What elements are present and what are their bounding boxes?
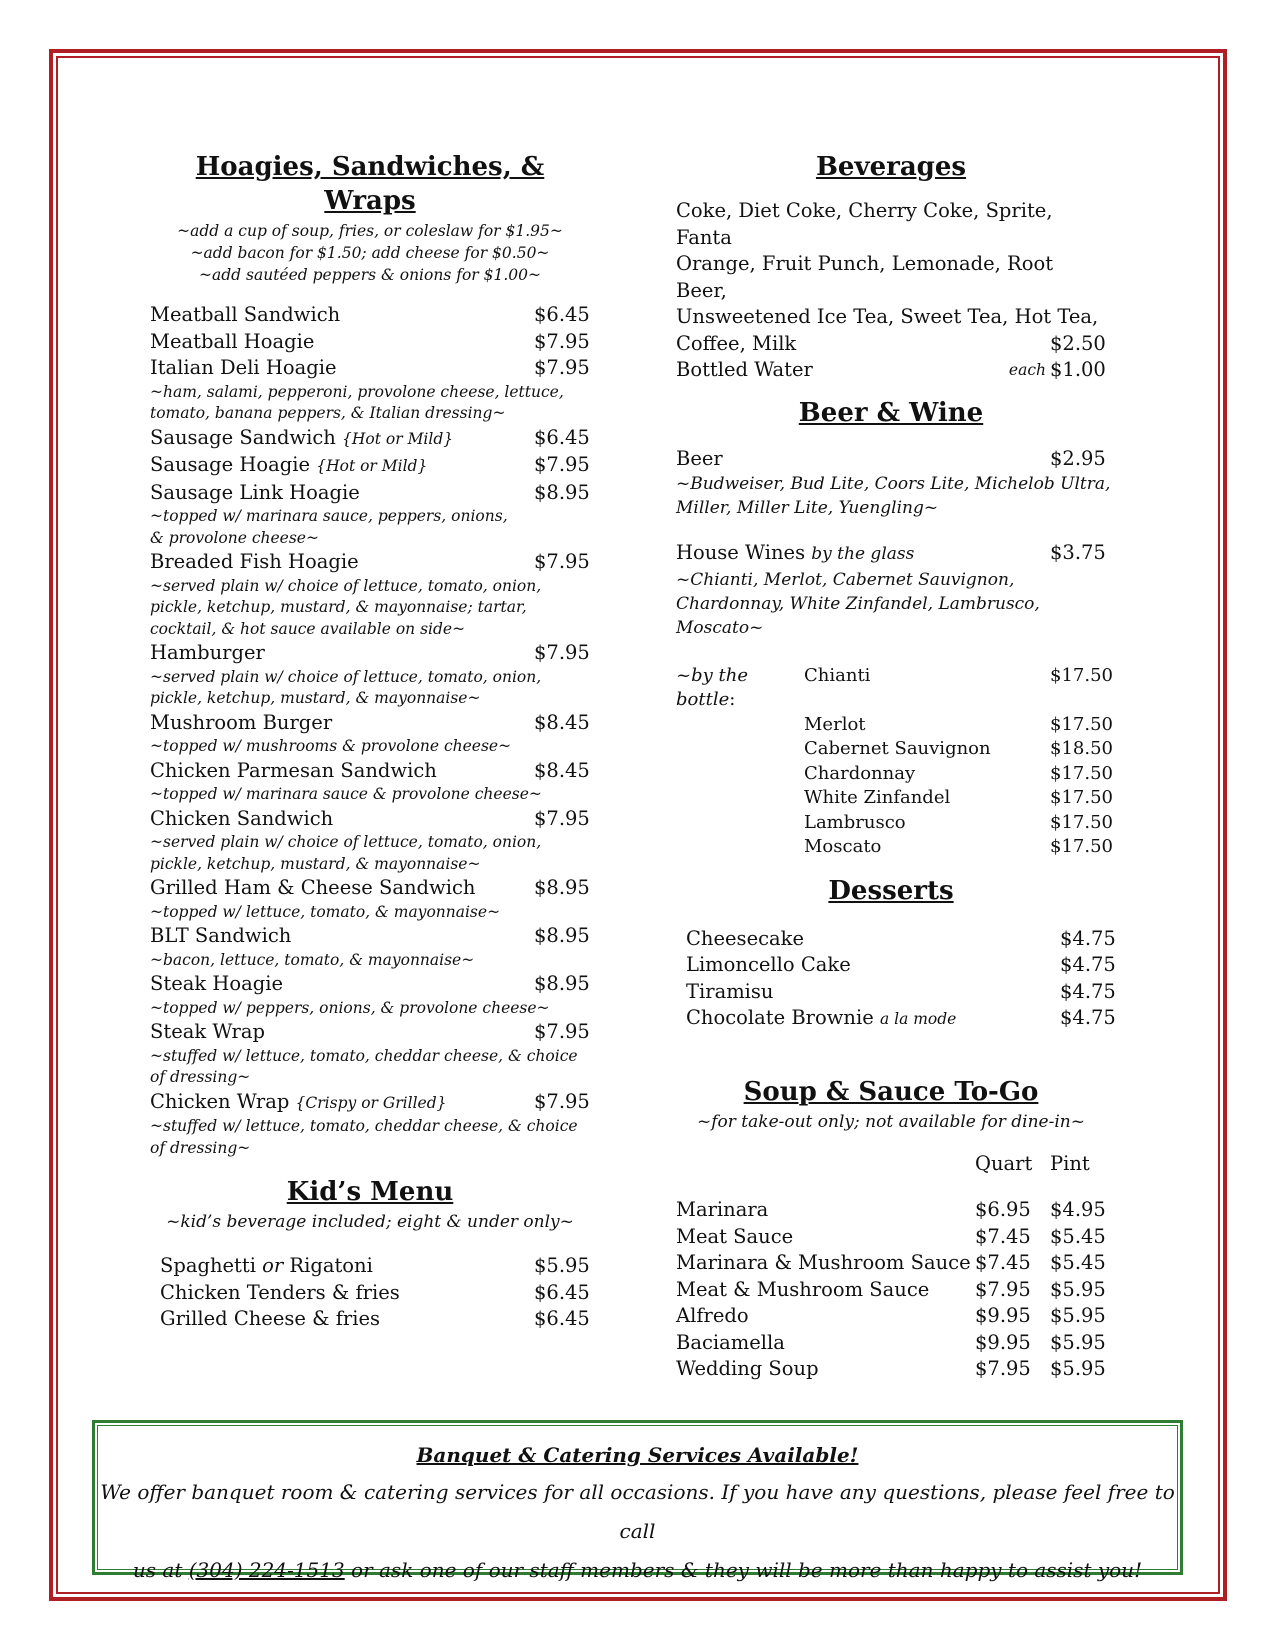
list-item [150, 355, 590, 382]
item-description: ~ham, salami, pepperoni, provolone cheese, lettuce, tomato, banana peppers, & Italian dressing~ [150, 382, 564, 422]
list-item: Spaghetti or Rigatoni $5.95 [160, 1253, 590, 1280]
item-price: $4.75 [1060, 926, 1116, 950]
item-price: $17.50 [1050, 787, 1113, 808]
item-name: Steak Hoagie [150, 972, 284, 995]
banner-title: Banquet & Catering Services Available! [416, 1443, 859, 1467]
list-item [676, 1330, 1106, 1357]
list-item: Beer $2.95 [676, 446, 1106, 473]
list-item [150, 480, 590, 507]
list-item [676, 762, 1113, 787]
item-description: ~topped w/ peppers, onions, & provolone cheese~ [150, 998, 550, 1017]
pint-price: $5.95 [1050, 1357, 1106, 1380]
item-price: $1.00 [1050, 358, 1106, 381]
item-price: $4.75 [1060, 1006, 1116, 1029]
bottle-name: White Zinfandel [804, 787, 951, 808]
item-description: ~topped w/ marinara sauce & provolone cheese~ [150, 785, 542, 803]
item-name: Chicken Parmesan Sandwich [150, 758, 437, 782]
list-item [150, 452, 590, 480]
item-price: $7.95 [534, 329, 590, 353]
list-item: Grilled Cheese & fries $6.45 [160, 1306, 590, 1333]
item-name: Wedding Soup [676, 1357, 819, 1380]
quart-price: $6.95 [975, 1198, 1031, 1221]
item-price: $8.95 [534, 480, 590, 504]
list-item [676, 737, 1113, 762]
item-name: BLT Sandwich [150, 924, 292, 947]
item-description: ~Chianti, Merlot, Cabernet Sauvignon, Chardonnay, White Zinfandel, Lambrusco, Moscato~ [676, 569, 1040, 638]
list-item [150, 758, 590, 785]
item-name: Breaded Fish Hoagie [150, 550, 359, 573]
item-option: a la mode [879, 1010, 957, 1028]
item-description: ~topped w/ lettuce, tomato, & mayonnaise~ [150, 902, 501, 921]
item-price: $17.50 [1050, 836, 1113, 857]
list-item [676, 1250, 1106, 1277]
item-price: $8.45 [534, 758, 590, 782]
hoagies-title: Hoagies, Sandwiches, & Wraps [195, 152, 545, 216]
item-price: $4.75 [1060, 979, 1116, 1003]
beverage-line: Unsweetened Ice Tea, Sweet Tea, Hot Tea, [676, 305, 1099, 328]
bottle-label [676, 762, 804, 787]
item-price: $6.45 [534, 303, 590, 326]
bottle-name: Moscato [804, 836, 882, 857]
quart-price: $9.95 [975, 1304, 1031, 1327]
catering-banner [100, 1437, 1175, 1590]
item-price: $8.95 [534, 924, 590, 947]
beer-list [676, 446, 1111, 640]
item-price: $7.95 [534, 356, 590, 379]
list-item [686, 952, 1116, 979]
item-price: $6.45 [534, 1307, 590, 1330]
soup-header [676, 1151, 1106, 1178]
list-item [150, 549, 590, 576]
hoagies-note: ~add bacon for $1.50; add cheese for $0.50~ [190, 244, 550, 262]
item-price: $6.45 [534, 425, 590, 449]
item-description: ~stuffed w/ lettuce, tomato, cheddar cheese, & choice of dressing~ [150, 1046, 578, 1086]
item-name: Meat Sauce [676, 1224, 794, 1248]
soup-title: Soup & Sauce To-Go [743, 1076, 1039, 1107]
item-price: $17.50 [1050, 762, 1113, 784]
quart-price: $7.45 [975, 1224, 1031, 1248]
beverage-line: Orange, Fruit Punch, Lemonade, Root Beer, [676, 252, 1054, 302]
item-price: $7.95 [534, 641, 590, 664]
item-name: Meat & Mushroom Sauce [676, 1277, 930, 1301]
list-item: Bottled Water each $1.00 [676, 357, 1106, 384]
item-option: {Hot or Mild} [342, 429, 454, 448]
bottle-label [676, 835, 804, 860]
list-item [676, 786, 1113, 811]
banner-line: us at (304) 224-1513 or ask one of our staff members & they will be more than happy to assist you! [132, 1558, 1143, 1582]
item-name: Italian Deli Hoagie [150, 356, 337, 379]
pint-price: $5.95 [1050, 1330, 1106, 1354]
item-name: Chicken Wrap {Crispy or Grilled} [150, 1089, 447, 1113]
list-item [676, 811, 1113, 836]
right-column [676, 150, 1116, 1383]
item-price: $5.95 [534, 1254, 590, 1277]
list-item [150, 425, 590, 453]
item-name: Baciamella [676, 1330, 785, 1354]
item-description: ~topped w/ marinara sauce, peppers, onions, & provolone cheese~ [150, 507, 508, 547]
item-name: Marinara [676, 1198, 769, 1221]
list-item [686, 979, 1116, 1006]
item-price: $17.50 [1050, 811, 1113, 833]
item-name: Mushroom Burger [150, 710, 333, 734]
pint-price: $4.95 [1050, 1198, 1106, 1221]
list-item [676, 713, 1113, 738]
item-description: ~bacon, lettuce, tomato, & mayonnaise~ [150, 950, 475, 969]
item-price: $18.50 [1050, 738, 1113, 759]
item-price: $7.95 [534, 550, 590, 573]
item-name: Limoncello Cake [686, 953, 851, 976]
list-item [150, 1089, 590, 1117]
beverages-title: Beverages [815, 152, 967, 182]
bottle-name: Lambrusco [804, 811, 906, 833]
item-name: Sausage Hoagie {Hot or Mild} [150, 453, 428, 476]
item-price: $7.95 [534, 453, 590, 476]
item-name: Cheesecake [686, 926, 805, 950]
bottle-name: Merlot [804, 713, 866, 735]
quart-price: $7.95 [975, 1277, 1031, 1301]
item-price: $7.95 [534, 1089, 590, 1113]
item-price: $17.50 [1050, 664, 1113, 686]
item-name: Sausage Sandwich {Hot or Mild} [150, 425, 454, 449]
item-price: $7.95 [534, 806, 590, 830]
item-option: {Hot or Mild} [316, 457, 428, 475]
item-name: Tiramisu [686, 979, 774, 1003]
kids-title: Kid’s Menu [286, 1177, 454, 1207]
list-item [150, 640, 590, 667]
item-price: $6.45 [534, 1280, 590, 1304]
soup-list [676, 1197, 1106, 1383]
kids-note: ~kid’s beverage included; eight & under only~ [166, 1212, 574, 1232]
desserts-title: Desserts [828, 875, 954, 906]
list-item [150, 923, 590, 950]
item-description: ~topped w/ mushrooms & provolone cheese~ [150, 737, 512, 755]
item-price: $8.45 [534, 710, 590, 734]
list-item [686, 926, 1116, 953]
item-name: Chocolate Brownie a la mode [686, 1006, 957, 1029]
dessert-list [676, 926, 1116, 1033]
item-name: Sausage Link Hoagie [150, 480, 360, 504]
list-item [676, 1224, 1106, 1251]
item-name: Alfredo [676, 1304, 749, 1327]
phone-link[interactable]: (304) 224-1513 [188, 1558, 345, 1582]
banner-line: We offer banquet room & catering services for all occasions. If you have any questions, please feel free to call [100, 1480, 1175, 1543]
bottle-name: Chianti [804, 664, 871, 686]
pint-price: $5.45 [1050, 1224, 1106, 1248]
item-description: ~stuffed w/ lettuce, tomato, cheddar cheese, & choice of dressing~ [150, 1117, 578, 1157]
left-column [150, 150, 590, 1333]
item-price: $8.95 [534, 972, 590, 995]
list-item [676, 1303, 1106, 1330]
item-description: ~served plain w/ choice of lettuce, tomato, onion, pickle, ketchup, mustard, & mayonnaise~ [150, 833, 542, 873]
item-name: Meatball Sandwich [150, 303, 341, 326]
list-item [676, 835, 1113, 860]
list-item: House Wines by the glass $3.75 [676, 540, 1106, 568]
list-item [686, 1005, 1116, 1033]
list-item: Chicken Tenders & fries $6.45 [160, 1280, 590, 1307]
list-item [676, 1356, 1106, 1383]
item-price: $2.95 [1050, 446, 1106, 470]
list-item [676, 1277, 1106, 1304]
beverages-list [676, 198, 1106, 384]
hoagies-list [150, 302, 590, 1159]
quart-price: $9.95 [975, 1330, 1031, 1354]
list-item [150, 806, 590, 833]
bottle-label [676, 786, 804, 811]
beverage-line: Coke, Diet Coke, Cherry Coke, Sprite, Fanta [676, 199, 1053, 249]
item-option: {Crispy or Grilled} [295, 1093, 447, 1112]
item-price: $4.75 [1060, 953, 1116, 976]
list-item [150, 1019, 590, 1046]
item-name: Grilled Ham & Cheese Sandwich [150, 876, 476, 899]
beer-wine-title: Beer & Wine [798, 397, 984, 428]
hoagies-note: ~add a cup of soup, fries, or coleslaw for $1.95~ [177, 222, 563, 240]
pint-header: Pint [1050, 1151, 1090, 1175]
bottle-name: Chardonnay [804, 762, 916, 784]
list-item [150, 710, 590, 737]
item-name: Meatball Hoagie [150, 329, 315, 353]
bottle-label [676, 737, 804, 762]
item-name: Hamburger [150, 641, 265, 664]
item-description: ~served plain w/ choice of lettuce, tomato, onion, pickle, ketchup, mustard, & mayonnaise; tartar, cocktail, & hot sauce available on side~ [150, 576, 542, 638]
item-price: $17.50 [1050, 713, 1113, 735]
list-item [150, 302, 590, 329]
list-item [150, 971, 590, 998]
item-name: Marinara & Mushroom Sauce [676, 1251, 971, 1274]
quart-header: Quart [975, 1151, 1033, 1175]
item-price: $7.95 [534, 1020, 590, 1043]
bottle-label [676, 811, 804, 836]
item-description: ~served plain w/ choice of lettuce, tomato, onion, pickle, ketchup, mustard, & mayonnaise~ [150, 667, 542, 707]
list-item [150, 875, 590, 902]
quart-price: $7.45 [975, 1251, 1031, 1274]
bottle-name: Cabernet Sauvignon [804, 738, 991, 759]
kids-list [150, 1253, 590, 1333]
hoagies-note: ~add sautéed peppers & onions for $1.00~ [199, 266, 541, 284]
soup-note: ~for take-out only; not available for dine-in~ [697, 1111, 1085, 1132]
pint-price: $5.95 [1050, 1304, 1106, 1327]
bottle-list [676, 664, 1113, 860]
list-item [676, 664, 1113, 713]
item-name: Steak Wrap [150, 1020, 265, 1043]
item-price: $3.75 [1050, 541, 1106, 564]
item-name: Chicken Sandwich [150, 806, 334, 830]
item-price: $2.50 [1050, 331, 1106, 355]
quart-price: $7.95 [975, 1357, 1031, 1380]
item-price: $8.95 [534, 876, 590, 899]
pint-price: $5.95 [1050, 1277, 1106, 1301]
list-item: Coffee, Milk $2.50 [676, 331, 1106, 358]
bottle-label [676, 713, 804, 738]
pint-price: $5.45 [1050, 1251, 1106, 1274]
list-item [150, 329, 590, 356]
bottle-label: ~by the bottle: [676, 664, 748, 710]
list-item [676, 1197, 1106, 1224]
item-description: ~Budweiser, Bud Lite, Coors Lite, Michelob Ultra, Miller, Miller Lite, Yuengling~ [676, 474, 1111, 518]
